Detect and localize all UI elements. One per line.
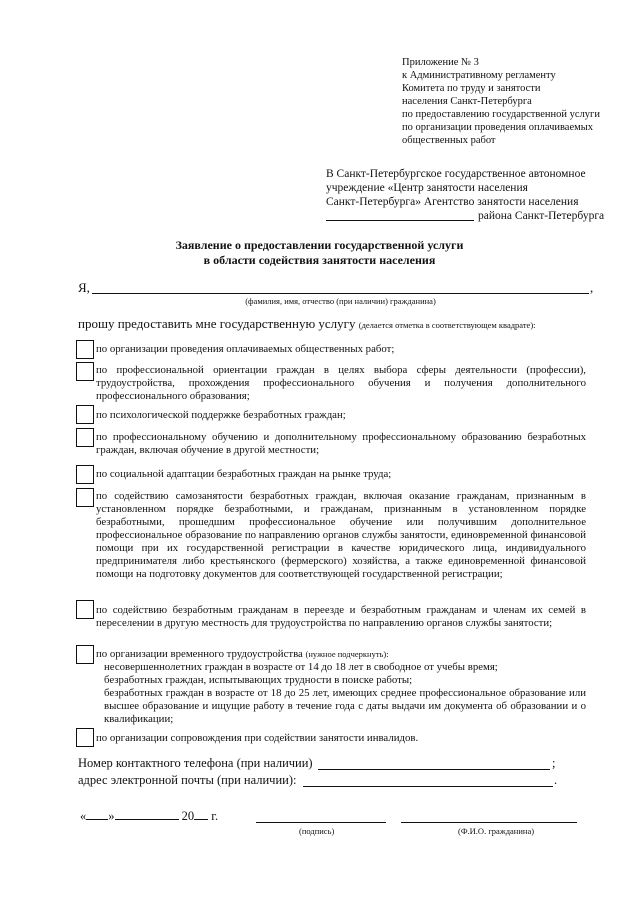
request-line — [78, 316, 536, 332]
title-line-1: Заявление о предоставлении государственной услуги — [175, 238, 464, 252]
addressee-line: Санкт-Петербурга» Агентство занятости населения — [326, 196, 579, 208]
month-field[interactable] — [115, 808, 179, 820]
temporary-employment-option[interactable]: несовершеннолетних граждан в возрасте от 14 до 18 лет в свободное от учебы время; — [104, 661, 498, 673]
appendix-line: Комитета по труду и занятости — [402, 83, 541, 94]
service-label: по социальной адаптации безработных граждан на рынке труда; — [96, 468, 392, 480]
phone-end: ; — [552, 756, 556, 770]
service-checkbox-disability-support[interactable] — [76, 728, 94, 747]
addressee-block — [326, 167, 605, 223]
title-line-2: в области содействия занятости населения — [203, 253, 436, 267]
service-checkbox-psych-support[interactable] — [76, 405, 94, 424]
request-text: прошу предоставить мне государственную услугу — [78, 316, 356, 331]
service-label: по содействию самозанятости безработных граждан, включая оказание гражданам, признанным в установленном порядке безработными, и гражданам, признанным в установленном порядке безработными, прошедшим профессиональное обучение или получившим дополнительное профессиональное образование по направлению органов службы занятости, единовременной финансовой помощи при их государственной регистрации в качестве юридического лица, индивидуального предпринимателя либо крестьянского (фермерского) хозяйства, а также единовременной финансовой помощи на подготовку документов для соответствующей государственной регистрации; — [96, 490, 586, 580]
phone-label: Номер контактного телефона (при наличии) — [78, 756, 313, 770]
applicant-suffix: , — [590, 280, 594, 295]
applicant-name-field[interactable] — [92, 293, 589, 294]
email-end: . — [554, 773, 558, 787]
service-note: (нужное подчеркнуть): — [305, 649, 389, 659]
service-checkbox-career-guidance[interactable] — [76, 362, 94, 381]
service-label: по организации временного трудоустройства — [96, 648, 303, 660]
document-title — [0, 238, 639, 268]
service-label: по организации сопровождения при содействии занятости инвалидов. — [96, 732, 419, 744]
date-close-quote: » — [108, 809, 115, 823]
date-line — [80, 808, 218, 824]
service-checkbox-self-employment[interactable] — [76, 488, 94, 507]
phone-field[interactable] — [318, 769, 550, 770]
service-label: по организации проведения оплачиваемых общественных работ; — [96, 343, 395, 355]
appendix-line: по организации проведения оплачиваемых — [402, 122, 594, 133]
district-suffix: района Санкт-Петербурга — [478, 210, 605, 222]
date-open-quote: « — [80, 809, 87, 823]
district-field[interactable] — [326, 220, 474, 221]
temporary-employment-option[interactable]: безработных граждан, испытывающих трудности в поиске работы; — [104, 674, 413, 686]
email-label: адрес электронной почты (при наличии): — [78, 773, 297, 787]
service-temporary-employment — [96, 648, 586, 726]
signature-caption: (подпись) — [299, 826, 335, 836]
addressee-line: В Санкт-Петербургское государственное автономное — [326, 168, 586, 180]
appendix-line: населения Санкт-Петербурга — [402, 96, 532, 107]
service-checkbox-public-works[interactable] — [76, 340, 94, 359]
service-label: по содействию безработным гражданам в переезде и безработным гражданам и членам их семей в переселении в другую местность для трудоустройства по направлению органов службы занятости; — [96, 604, 586, 629]
service-checkbox-relocation[interactable] — [76, 600, 94, 619]
name-caption: (Ф.И.О. гражданина) — [458, 826, 535, 836]
addressee-line: учреждение «Центр занятости населения — [326, 182, 528, 194]
service-label: по психологической поддержке безработных граждан; — [96, 409, 346, 421]
appendix-header — [402, 56, 600, 147]
email-field[interactable] — [303, 786, 553, 787]
appendix-line: к Административному регламенту — [402, 70, 556, 81]
applicant-full-name-field[interactable] — [401, 822, 577, 823]
applicant-prefix: Я, — [78, 280, 90, 295]
service-label: по профессиональному обучению и дополнительному профессиональному образованию безработных граждан, включая обучение в другой местности; — [96, 431, 586, 456]
service-checkbox-vocational-training[interactable] — [76, 428, 94, 447]
temporary-employment-option[interactable]: безработных граждан в возрасте от 18 до 25 лет, имеющих среднее профессиональное образование или высшее образование и ищущие работу в течение года с даты выдачи им документа об образовании и о квалификации; — [104, 687, 586, 725]
appendix-line: общественных работ — [402, 135, 496, 146]
year-prefix: 20 — [181, 809, 195, 823]
signature-field[interactable] — [256, 822, 386, 823]
service-checkbox-social-adaptation[interactable] — [76, 465, 94, 484]
year-field[interactable] — [194, 808, 208, 820]
service-label: по профессиональной ориентации граждан в целях выбора сферы деятельности (профессии), трудоустройства, прохождения профессионального обучения и получения дополнительного профессионального образования; — [96, 364, 586, 402]
service-checkbox-temporary-employment[interactable] — [76, 645, 94, 664]
request-note: (делается отметка в соответствующем квадрате): — [358, 320, 536, 330]
appendix-line: Приложение № 3 — [402, 57, 479, 68]
year-suffix: г. — [211, 809, 219, 823]
appendix-line: по предоставлению государственной услуги — [402, 109, 600, 120]
applicant-caption: (фамилия, имя, отчество (при наличии) гражданина) — [245, 296, 436, 306]
day-field[interactable] — [86, 808, 108, 820]
